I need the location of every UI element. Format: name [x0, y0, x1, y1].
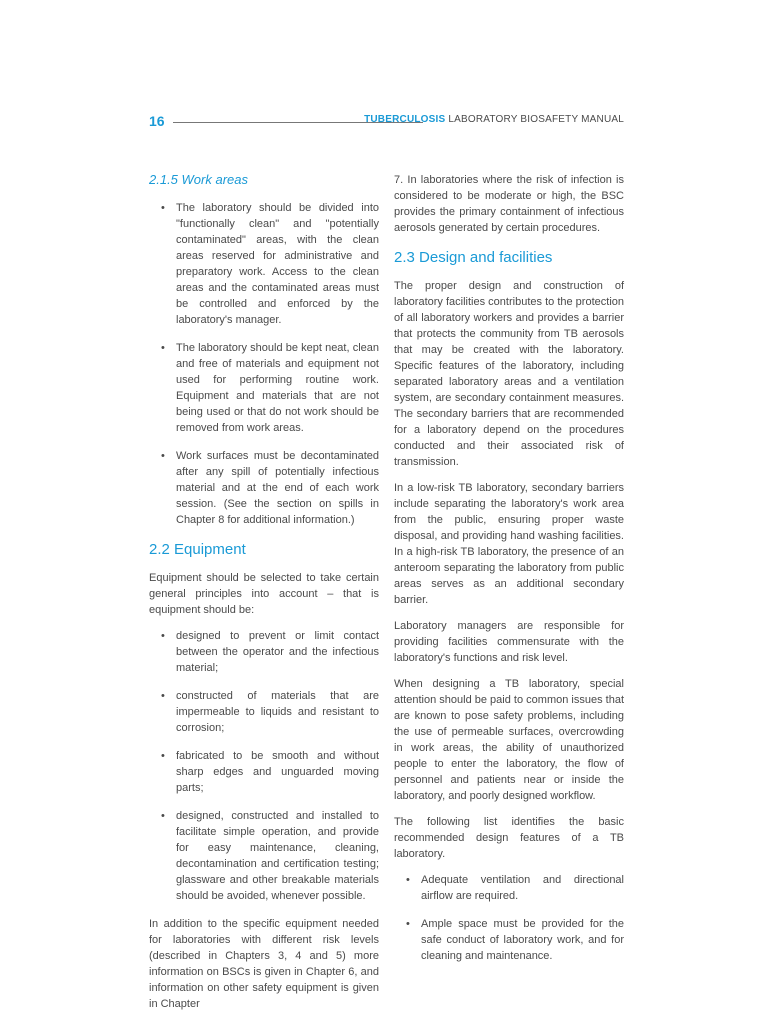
bullet-marker: • — [161, 202, 165, 214]
work-areas-list — [149, 200, 379, 528]
running-title-accent: TUBERCULOSIS — [364, 114, 446, 125]
bullet-marker: • — [161, 342, 165, 354]
list-item-text: The laboratory should be kept neat, clean and free of materials and equipment not used for performing routine work. Equipment and materials that are not being used or that do not work should be removed from work areas. — [176, 342, 379, 434]
list-item-text: constructed of materials that are impermeable to liquids and resistant to corrosion; — [176, 690, 379, 734]
paragraph: When designing a TB laboratory, special attention should be paid to common issues that are known to pose safety problems, including the use of permeable surfaces, overcrowding in work areas, the ability of unauthorized people to enter the laboratory, the flow of personnel and patients near or inside the laboratory, and poorly designed workflow. — [394, 678, 624, 802]
work-areas-heading: 2.1.5 Work areas — [149, 172, 248, 187]
list-item — [149, 448, 379, 528]
list-item — [149, 628, 379, 676]
continued-paragraph: 7. In laboratories where the risk of infection is considered to be moderate or high, the BSC provides the primary containment of infectious aerosols generated by certain procedures. — [394, 174, 624, 234]
list-item — [149, 200, 379, 328]
bullet-marker: • — [161, 450, 165, 462]
equipment-closing: In addition to the specific equipment needed for laboratories with different risk levels (described in Chapters 3, 4 and 5) more information on BSCs is given in Chapter 6, and information on other safety equipment is given in Chapter — [149, 918, 379, 1010]
list-item-text: Adequate ventilation and directional airflow are required. — [421, 874, 624, 902]
list-item — [394, 916, 624, 964]
list-item-text: designed, constructed and installed to facilitate simple operation, and provide for easy maintenance, cleaning, decontamination and certification testing; glassware and other breakable materials should be avoided, whenever possible. — [176, 810, 379, 902]
bullet-marker: • — [406, 918, 410, 930]
list-item-text: Ample space must be provided for the safe conduct of laboratory work, and for cleaning and maintenance. — [421, 918, 624, 962]
running-title-rest: LABORATORY BIOSAFETY MANUAL — [445, 114, 624, 125]
list-item — [149, 340, 379, 436]
design-heading: 2.3 Design and facilities — [394, 249, 553, 266]
equipment-intro: Equipment should be selected to take certain general principles into account – that is equipment should be: — [149, 572, 379, 616]
list-item-text: The laboratory should be divided into "functionally clean" and "potentially contaminated" areas, with the clean areas reserved for administrative and preparatory work. Access to the clean areas and the contaminated areas must be controlled and enforced by the laboratory's manager. — [176, 202, 379, 326]
list-item — [149, 688, 379, 736]
bullet-marker: • — [406, 874, 410, 886]
list-item — [394, 872, 624, 904]
left-column — [149, 172, 379, 1022]
equipment-heading: 2.2 Equipment — [149, 541, 246, 558]
paragraph: In a low-risk TB laboratory, secondary barriers include separating the laboratory's work area from the public, ensuring proper waste disposal, and providing hand washing facilities. In a high-risk TB laboratory, the presence of an anteroom separating the laboratory from public areas serves as an additional secondary barrier. — [394, 482, 624, 606]
bullet-marker: • — [161, 690, 165, 702]
running-title — [364, 114, 624, 125]
paragraph: The proper design and construction of laboratory facilities contributes to the protection of all laboratory workers and provides a barrier that protects the community from TB aerosols that may be created with the laboratory. Specific features of the laboratory, including separated laboratory areas and a ventilation system, are secondary containment measures. The secondary barriers that are recommended for a laboratory depend on the procedures conducted and their associated risk of transmission. — [394, 280, 624, 468]
bullet-marker: • — [161, 810, 165, 822]
paragraph: Laboratory managers are responsible for providing facilities commensurate with the laboratory's functions and risk level. — [394, 620, 624, 664]
list-item-text: fabricated to be smooth and without sharp edges and unguarded moving parts; — [176, 750, 379, 794]
bullet-marker: • — [161, 630, 165, 642]
list-item-text: Work surfaces must be decontaminated after any spill of potentially infectious material and at the end of each work session. (See the section on spills in Chapter 8 for additional information.) — [176, 450, 379, 526]
page-number: 16 — [149, 113, 165, 129]
equipment-list — [149, 628, 379, 904]
paragraph: The following list identifies the basic recommended design features of a TB laboratory. — [394, 816, 624, 860]
running-header — [149, 113, 624, 133]
list-item — [149, 808, 379, 904]
design-list — [394, 872, 624, 964]
bullet-marker: • — [161, 750, 165, 762]
list-item — [149, 748, 379, 796]
right-column — [394, 172, 624, 976]
list-item-text: designed to prevent or limit contact between the operator and the infectious material; — [176, 630, 379, 674]
